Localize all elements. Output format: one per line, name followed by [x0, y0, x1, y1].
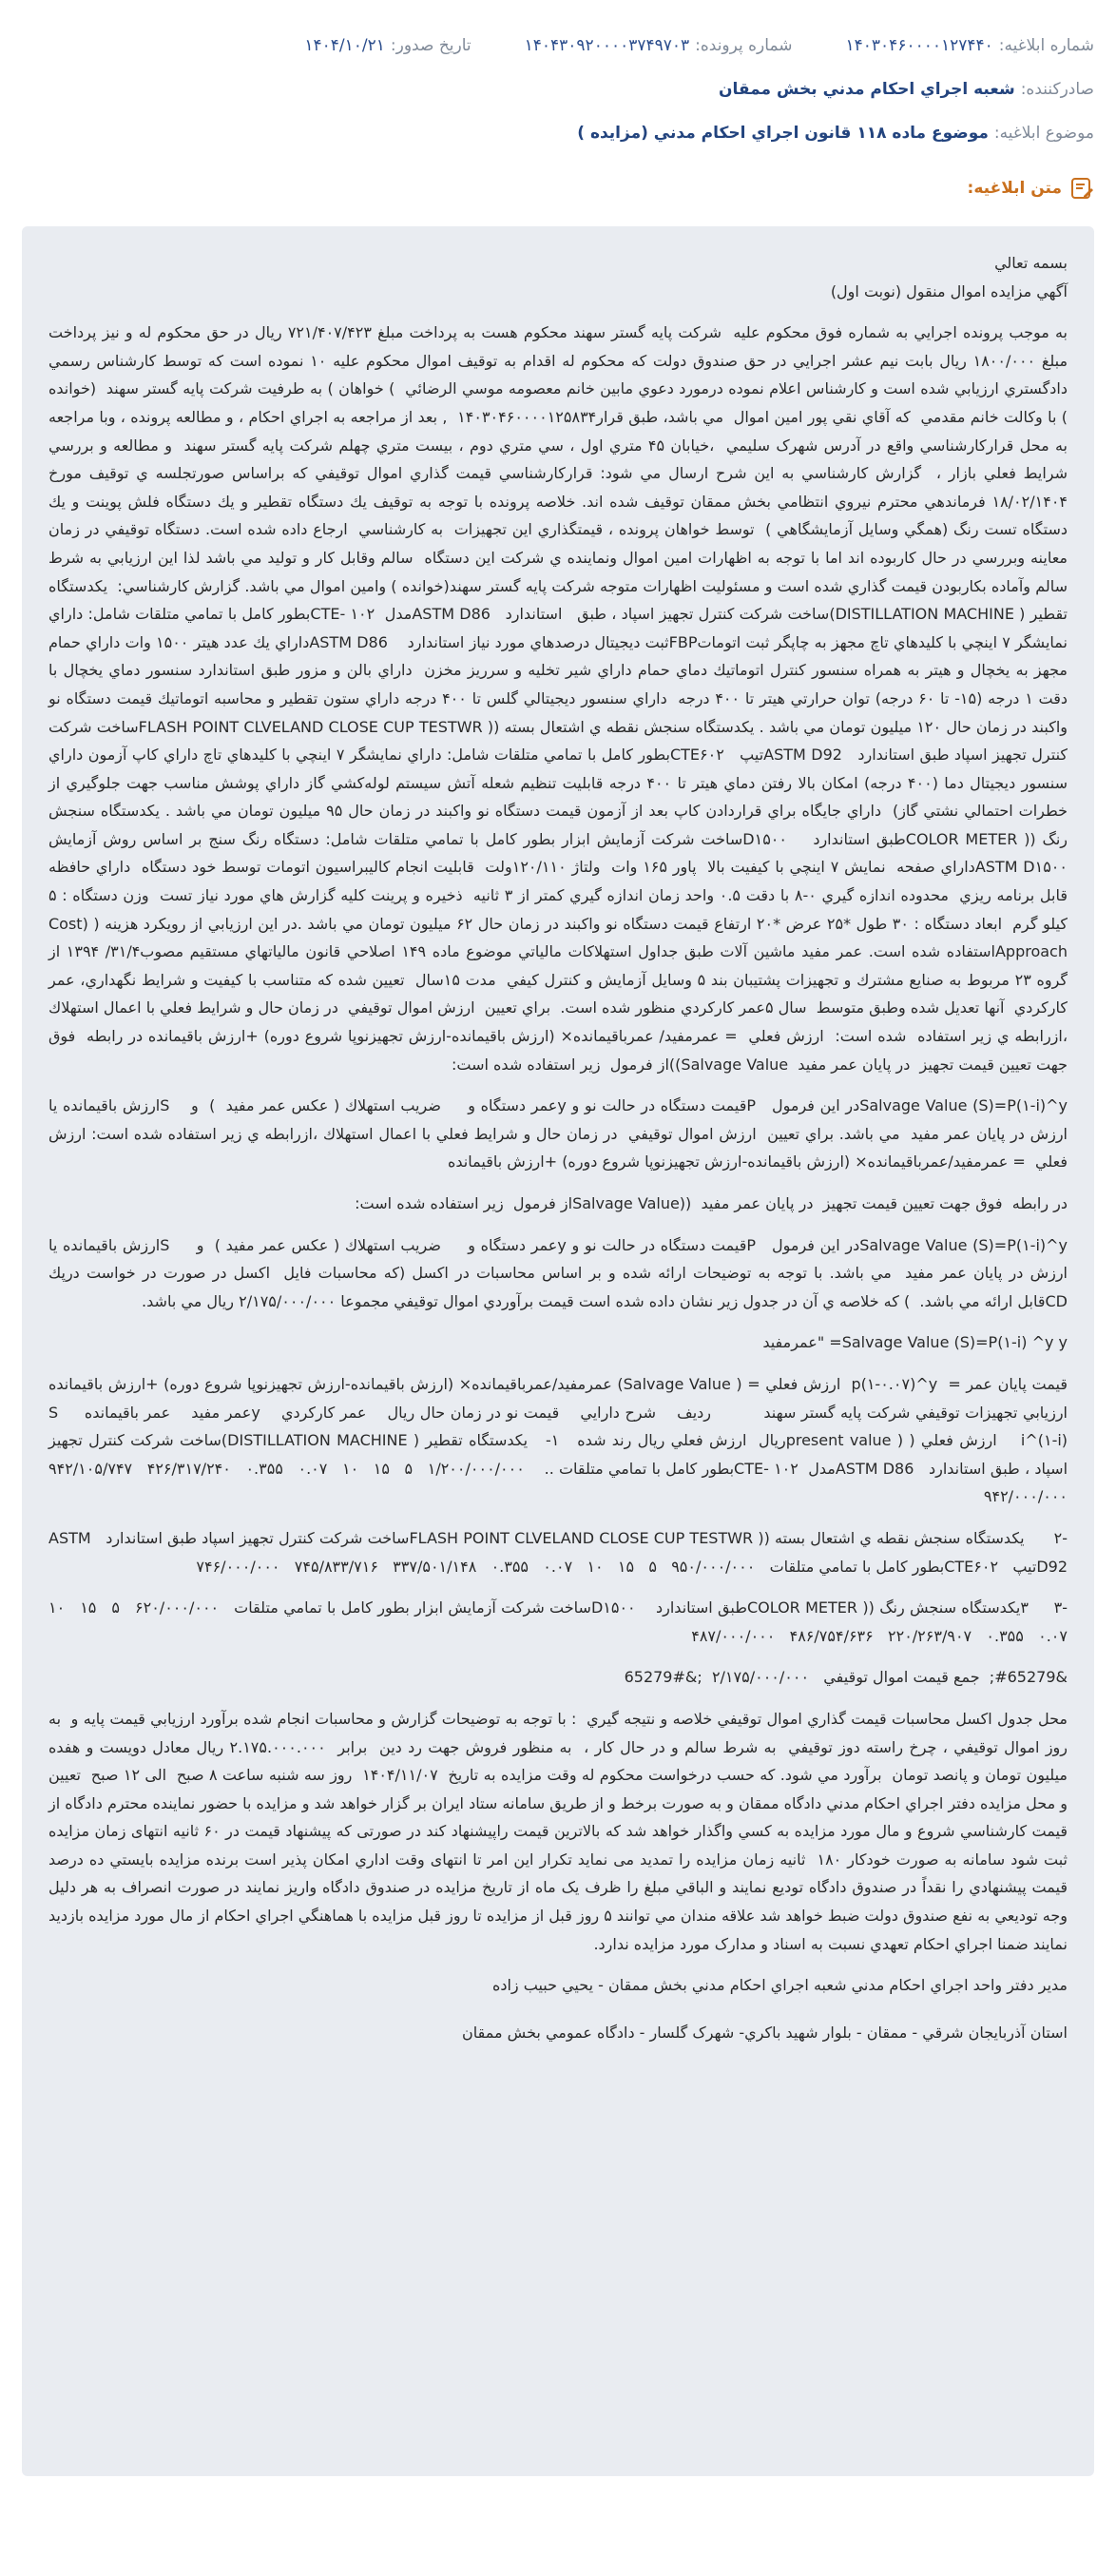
issuer-value: شعبه اجراي احکام مدني بخش ممقان: [719, 80, 1015, 99]
body-heading: بسمه تعالي آگهي مزايده اموال منقول (نوبت اول): [830, 254, 1068, 300]
body-paragraph-formula-3: Salvage Value (S)=P(۱-i)^yدر اين فرمول Pقيمت دستگاه در حالت نو و yعمر دستگاه و ضريب استهلاك ( عكس عمر مفيد ) و Sارزش باقيمانده يا ارزش در پايان عمر مفيد مي باشد. با توجه به توضيحات ارائه شده و بر اساس محاسبات در اكسل (كه محاسبات فايل اكسل در صورت در خواست درپك CDقابل ارائه مي باشد. ) كه خلاصه ي آن در جدول زير نشان داده شده است قيمت برآوردي اموال توقيفي مجموعا ۲/۱۷۵/۰۰۰/۰۰۰ ريال مي باشد.: [33, 1235, 1068, 1310]
body-paragraph-formula-1: Salvage Value (S)=P(۱-i)^yدر اين فرمول Pقيمت دستگاه در حالت نو و yعمر دستگاه و ضريب استهلاك ( عكس عمر مفيد ) و Sارزش باقيمانده يا ارزش در پايان عمر مفيد مي باشد. براي تعيين ارزش اموال توقيفي در زمان حال و شرايط فعلي با اعمال استهلاك ،ازرابطه ي زير استفاده شده است: ارزش فعلي = عمرمفيد/عمرباقيمانده× (ارزش باقيمانده-ارزش تجهيزنوپا شروع دوره) +ارزش باقيمانده: [43, 1096, 1068, 1172]
header-row-numbers: [22, 36, 1094, 65]
subject-label: موضوع ابلاغيه:: [993, 124, 1094, 143]
body-paragraph-formula-4: Salvage Value (S)=P(۱-i) ^y y= "عمرمفيد: [762, 1333, 1068, 1352]
body-paragraph-main: به موجب پرونده اجرايي به شماره فوق محکوم عليه شرکت پايه گستر سهند محکوم هست به پرداخت مبلغ ۷۲۱/۴۰۷/۴۲۳ ريال در حق محکوم له و نيز پرداخت مبلغ ۱۸۰۰/۰۰۰ ريال بابت نيم عشر اجرايي در حق صندوق دولت که محکوم له اقدام به توقيف اموال محکوم عليه ۱۰ نموده است که توسط کارشناس رسمي دادگستري ارزيابي شده است و کارشناس اعلام نموده درمورد دعوي مابين خانم معصومه موسي الرضائي ) خواهان ) به طرفيت شرکت پايه گستر سهند (خوانده ) با وکالت خانم مقدمي که آقاي نقي پور امين اموال مي باشد، طبق قرار۱۴۰۳۰۴۶۰۰۰۰۱۲۵۸۳۴ , بعد از مراجعه به اجراي احکام ، و مطالعه پرونده ، وبا مراجعه به محل قرارکارشناسي واقع در آدرس شهرک سليمي ،خيابان ۴۵ متري اول ، سي متري دوم ، بيست متري چهلم شرکت پايه گستر سهند و مطالعه و بررسي شرايط فعلي بازار ، گزارش کارشناسي به اين شرح ارسال مي شود: قرارکارشناسي قيمت گذاري اموال توقيفي که براساس صورتجلسه ي توقيف مورخ ۱۸/۰۲/۱۴۰۴ فرماندهي محترم نيروي انتظامي بخش ممقان توقيف شده اند. خلاصه پرونده با توجه به توقيف يك دستگاه تقطير و يك دستگاه فلش پوينت و يك دستگاه تست رنگ (همگي وسايل آزمايشگاهي ) توسط خواهان پرونده ، قيمتگذاري اين تجهيزات به کارشناسي ارجاع داده شده است. دستگاه توقيفي در زمان معاينه وبررسي در حال کاربوده اند اما با توجه به اظهارات امين اموال ونماينده ي شرکت اين دستگاه سالم وقابل کار و توليد مي باشد لذا اين ارزيابي به شرط سالم وآماده بکاربودن قيمت گذاري شده است و مسئوليت اظهارات متوجه شرکت پايه گستر سهند(خوانده ) وامين اموال مي باشد. گزارش کارشناسي: يكدستگاه تقطير ( DISTILLATION MACHINE)ساخت شركت كنترل تجهيز اسپاد ، طبق استاندارد ASTM D86مدل CTE- ۱۰۲بطور كامل با تمامي متلقات شامل: داراي نمايشگر ۷ اينچي با كليدهاي تاچ مجهز به چاپگر ثبت اتوماتFBPثبت ديجيتال درصدهاي مورد نياز استاندارد ASTM D86داراي يك عدد هيتر ۱۵۰۰ وات داراي حمام مجهز به يخچال و هيتر به همراه سنسور كنترل اتوماتيك دماي حمام داراي شير تخليه و سرريز مخزن داراي بالن و مزور طبق استاندارد سنسور دماي يخچال با دقت ۱ درجه (۱۵- تا ۶۰ درجه) توان حرارتي هيتر تا ۴۰۰ درجه داراي سنسور ديجيتالي گلس تا ۴۰۰ درجه داراي ستون تقطير و محاسبه اتوماتيك قيمت دستگاه نو واكبند در زمان حال ۱۲۰ ميليون تومان مي باشد . يكدستگاه سنجش نقطه ي اشتعال بسته (( FLASH POINT CLVELAND CLOSE CUP TESTWRساخت شركت كنترل تجهيز اسپاد طبق استاندارد ASTM D92تيپ CTE۶۰۲بطور كامل با تمامي متلقات شامل: داراي نمايشگر ۷ اينچي با كليدهاي تاچ داراي كاپ آزمون داراي سنسور ديجيتال دما (۴۰۰ درجه) امكان بالا رفتن دماي هيتر تا ۴۰۰ درجه قابليت تنظيم شعله آتش سيستم لوله‌كشي گاز داراي پوشش مناسب جهت جلوگيري از خطرات احتمالي نشتي گاز) داراي جايگاه براي قراردادن كاپ بعد از آزمون قيمت دستگاه نو واكبند در زمان حال ۹۵ ميليون تومان مي باشد . يكدستگاه سنجش رنگ (( COLOR METERطبق استاندارد D۱۵۰۰ساخت شركت آزمايش ابزار بطور كامل با تمامي متلقات شامل: دستگاه رنگ سنج بر اساس روش آزمايش ASTM D۱۵۰۰داراي صفحه نمايش ۷ اينچي با كيفيت بالا پاور ۱۶۵ وات ولتاژ ۱۲۰/۱۱۰ولت قابليت انجام كاليبراسيون اتومات توسط خود دستگاه داراي حافظه قابل برنامه ريزي محدوده اندازه گيري ۰-۸ با دقت ۰.۵ واحد زمان اندازه گيري كمتر از ۳ ثانيه ذخيره و پرينت كليه گزارش هاي مورد نياز تست وزن دستگاه : ۵ كيلو گرم ابعاد دستگاه : ۳۰ طول *۲۵ عرض *۲۰ ارتفاع قيمت دستگاه نو واكبند در زمان حال ۶۲ ميليون تومان مي باشد .در اين ارزيابي از رويكرد هزينه ( (Cost Approachاستفاده شده است. عمر مفيد ماشين آلات طبق جداول استهلاكات مالياتي موضوع ماده ۱۴۹ اصلاحي قانون مالياتهاي مستقيم مصوب۳۱/۴/ ۱۳۹۴ از گروه ۲۳ مربوط به صنايع مشترك و تجهيزات پشتيبان بند ۵ وسايل آزمايش و كنترل كيفي مدت ۱۵سال تعيين شده كه متناسب با كيفيت و شرايط نگهداري، عمر كاركردي آنها تعديل شده وطبق متوسط سال ۵عمر كاركردي منظور شده است. براي تعيين ارزش اموال توقيفي در زمان حال و شرايط فعلي با اعمال استهلاك ،ازرابطه ي زير استفاده شده است: ارزش فعلي = عمرمفيد/ عمرباقيمانده× (ارزش باقيمانده-ارزش تجهيزنوپا شروع دوره) +ارزش باقيمانده در رابطه فوق جهت تعيين قيمت تجهيز در پايان عمر مفيد Salvage Value))از فرمول زير استفاده شده است:: [33, 323, 1068, 1074]
notice-number: [846, 36, 1094, 55]
subject: [577, 124, 1094, 143]
notice-number-value: ۱۴۰۳۰۴۶۰۰۰۰۱۲۷۴۴۰: [845, 36, 993, 55]
issue-date: [304, 36, 471, 55]
issue-date-value: ۱۴۰۴/۱۰/۲۱: [304, 36, 385, 55]
issue-date-label: تاريخ صدور:: [390, 36, 471, 55]
issuer-label: صادرکننده:: [1020, 80, 1094, 99]
body-paragraph-formula-2: در رابطه فوق جهت تعيين قيمت تجهيز در پايان عمر مفيد ((Salvage Valueاز فرمول زير استفاده شده است:: [355, 1194, 1068, 1212]
case-number-label: شماره پرونده:: [695, 36, 793, 55]
document-edit-icon: [1069, 176, 1094, 201]
valuation-table-row-3: -۳ ۳يكدستگاه سنجش رنگ (( COLOR METERطبق استاندارد D۱۵۰۰ساخت شركت آزمايش ابزار بطور كامل با تمامي متلقات ۶۲۰/۰۰۰/۰۰۰ ۵ ۱۵ ۱۰ ۰.۰۷ ۰.۳۵۵ ۲۲۰/۲۶۳/۹۰۷ ۴۸۶/۷۵۴/۶۳۶ ۴۸۷/۰۰۰/۰۰۰: [33, 1598, 1068, 1645]
body-paragraph-conclusion: محل جدول اكسل محاسبات قيمت گذاري اموال توقيفي خلاصه و نتيجه گيري : با توجه به توضيحات گزارش و محاسبات انجام شده برآورد ارزيابي قيمت پايه و به روز اموال توقيفي ، چرخ راسته دوز توقيفي به شرط سالم و در حال كار ، به منظور فروش جهت رد دين برابر ۲.۱۷۵.۰۰۰.۰۰۰ ريال معادل دويست و هفده ميليون تومان و پانصد تومان برآورد مي شود. که حسب درخواست محکوم له وقت مزايده به تاريخ ۱۴۰۴/۱۱/۰۷ روز سه شنبه ساعت ۸ صبح الی ۱۲ صبح تعيين و محل مزايده دفتر اجراي احکام مدني دادگاه ممقان و به صورت برخط و از طريق سامانه ستاد ايران بر گزار خواهد شد و مزايده با حضور نماينده محترم دادگاه از قيمت کارشناسي شروع و مال مورد مزايده به کسي واگذار خواهد شد که بالاترين قيمت راپيشنهاد کند در صورتی که پيشنهاد قيمت در ۶۰ ثانيه انتهای زمان مزايده ثبت شود سامانه به صورت خودکار ۱۸۰ ثانيه زمان مزايده را تمديد می نمايد تکرار اين امر تا انتهای وقت اداري امکان پذير است برنده مزايده بايستي ده درصد قيمت پيشنهادي را نقداً در صندوق دادگاه توديع نمايند و الباقي مبلغ را ظرف يک ماه از تاريخ مزايده در صندوق دادگاه واريز نمايند در صورت انصراف به هر دليل وجه توديعي به نفع صندوق دولت ضبط خواهد شد علاقه مندان مي توانند ۵ روز قبل از مزايده تا روز قبل مزايده با هماهنگي اجراي احکام از مال مورد مزايده بازديد نمايند ضمنا اجراي احکام تعهدي نسبت به اسناد و مدارک مورد مزايده ندارد.: [38, 1709, 1068, 1953]
header-row-subject: [22, 124, 1094, 152]
case-number: [525, 36, 793, 55]
issuer: [719, 80, 1094, 99]
notice-text-heading: [22, 173, 1094, 203]
notice-text-title: متن ابلاغيه:: [967, 179, 1062, 198]
valuation-table-row-1: قيمت پايان عمر = p(۱-۰.۰۷)^y ارزش فعلي = ( Salvage Value) عمرمفيد/عمرباقيمانده× (ارزش باقيمانده-ارزش تجهيزنوپا شروع دوره) +ارزش باقيمانده ارزيابي تجهيزات توقيفي شركت پايه گستر سهند رديف شرح دارايي قيمت نو در زمان حال ريال عمر كاركردي yعمر مفيد عمر باقيمانده S i^(۱-i) ارزش فعلي ( ( present valueريال ارزش فعلي ريال رند شده ۱- يكدستگاه تقطير ( DISTILLATION MACHINE)ساخت شركت كنترل تجهيز اسپاد ، طبق استاندارد ASTM D86مدل CTE- ۱۰۲بطور كامل با تمامي متلقات .. ۱/۲۰۰/۰۰۰/۰۰۰ ۵ ۱۵ ۱۰ ۰.۰۷ ۰.۳۵۵ ۴۲۶/۳۱۷/۲۴۰ ۹۴۲/۱۰۵/۷۴۷ ۹۴۲/۰۰۰/۰۰۰: [0, 1374, 1068, 1506]
notice-body: [0, 226, 1094, 2476]
valuation-total: &#65279; جمع قيمت اموال توقيفي ۲/۱۷۵/۰۰۰/۰۰۰ ;&#65279: [624, 1668, 1068, 1687]
case-number-value: ۱۴۰۴۳۰۹۲۰۰۰۰۳۷۴۹۷۰۳: [524, 36, 690, 55]
address-line: استان آذربايجان شرقي - ممقان - بلوار شهيد باکري- شهرک گلسار - دادگاه عمومي بخش ممقان: [462, 2023, 1068, 2042]
valuation-table-row-2: -۲ يكدستگاه سنجش نقطه ي اشتعال بسته (( FLASH POINT CLVELAND CLOSE CUP TESTWRساخت شركت كنترل تجهيز اسپاد طبق استاندارد ASTM D92تيپ CTE۶۰۲بطور كامل با تمامي متلقات ۹۵۰/۰۰۰/۰۰۰ ۵ ۱۵ ۱۰ ۰.۰۷ ۰.۳۵۵ ۳۳۷/۵۰۱/۱۴۸ ۷۴۵/۸۳۳/۷۱۶ ۷۴۶/۰۰۰/۰۰۰: [43, 1528, 1068, 1576]
subject-value: موضوع ماده ۱۱۸ قانون اجراي احکام مدني (مزايده ): [577, 124, 989, 143]
signature-line: مدير دفتر واحد اجراي احکام مدني شعبه اجراي احکام مدني بخش ممقان - يحيي حبيب زاده: [491, 1976, 1068, 1995]
header-row-issuer: [22, 80, 1094, 108]
notice-number-label: شماره ابلاغيه:: [998, 36, 1094, 55]
